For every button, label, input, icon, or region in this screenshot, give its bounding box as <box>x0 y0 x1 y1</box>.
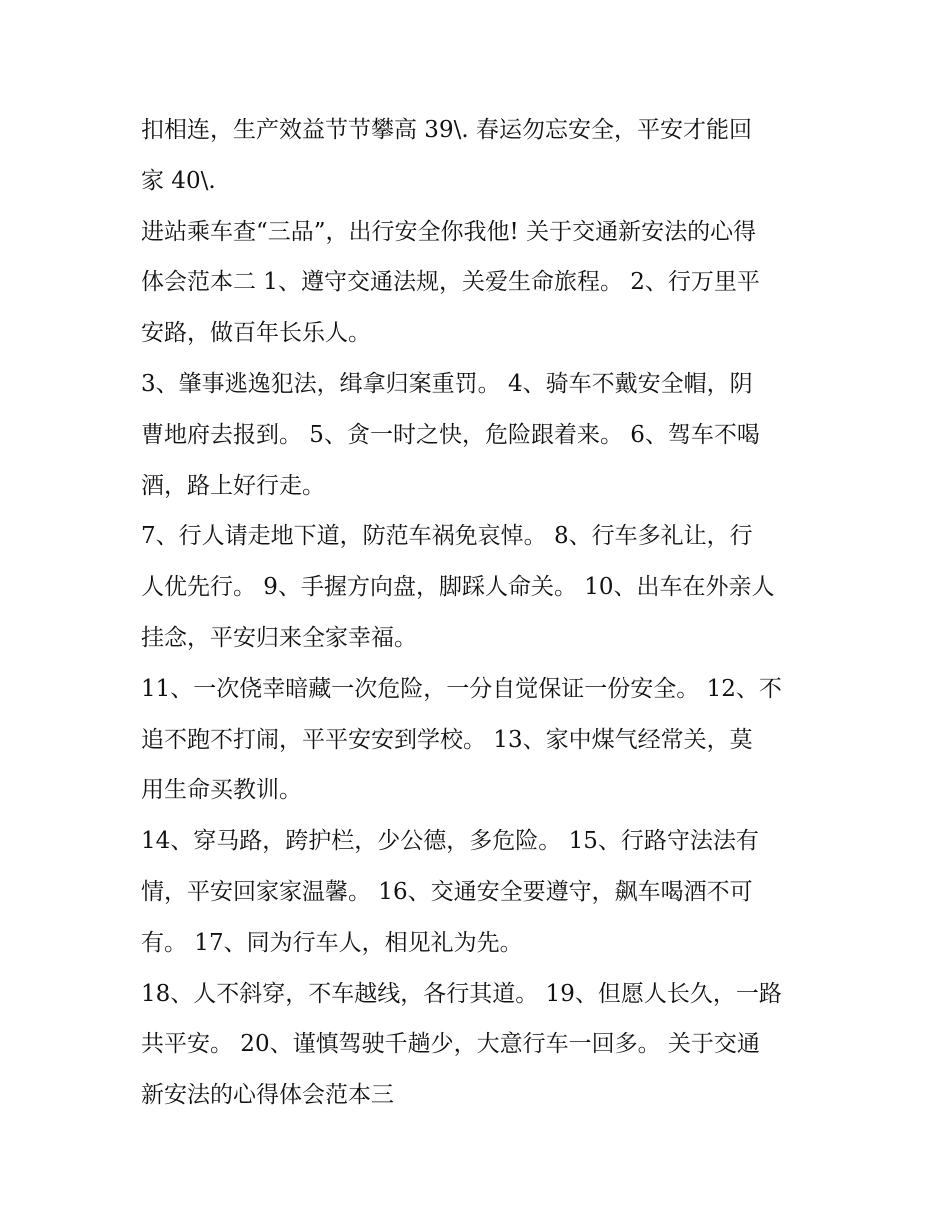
text-line: 挂念，平安归来全家幸福。 <box>141 624 417 651</box>
text-line: 14、穿马路，跨护栏，少公德，多危险。 15、行路守法法有 <box>141 828 759 855</box>
text-line: 11、一次侥幸暗藏一次危险，一分自觉保证一份安全。 12、不 <box>141 675 782 702</box>
text-line: 有。 17、同为行车人，相见礼为先。 <box>141 929 523 956</box>
text-line: 共平安。 20、谨慎驾驶千趟少，大意行车一回多。 关于交通 <box>141 1031 760 1058</box>
text-line: 用生命买教训。 <box>141 777 302 804</box>
text-line: 新安法的心得体会范本三 <box>141 1082 394 1109</box>
text-line: 追不跑不打闹，平平安安到学校。 13、家中煤气经常关，莫 <box>141 726 753 753</box>
text-line: 家 40\. <box>141 167 216 194</box>
text-line: 7、行人请走地下道，防范车祸免哀悼。 8、行车多礼让，行 <box>141 523 753 550</box>
text-line: 18、人不斜穿，不车越线，各行其道。 19、但愿人长久，一路 <box>141 980 782 1007</box>
text-line: 安路，做百年长乐人。 <box>141 320 371 347</box>
text-line: 人优先行。 9、手握方向盘，脚踩人命关。 10、出车在外亲人 <box>141 574 775 601</box>
body-text <box>141 105 821 1121</box>
text-line: 曹地府去报到。 5、贪一时之快，危险跟着来。 6、驾车不喝 <box>141 421 760 448</box>
text-line: 扣相连，生产效益节节攀高 39\. 春运勿忘安全，平安才能回 <box>141 117 752 143</box>
text-line: 体会范本二 1、遵守交通法规，关爱生命旅程。 2、行万里平 <box>141 269 760 296</box>
text-line: 情，平安回家家温馨。 16、交通安全要遵守，飙车喝酒不可 <box>141 878 753 905</box>
text-line: 酒，路上好行走。 <box>141 472 325 499</box>
text-line: 进站乘车查“三品”，出行安全你我他! 关于交通新安法的心得 <box>141 218 757 245</box>
text-line: 3、肇事逃逸犯法，缉拿归案重罚。 4、骑车不戴安全帽，阴 <box>141 370 753 397</box>
